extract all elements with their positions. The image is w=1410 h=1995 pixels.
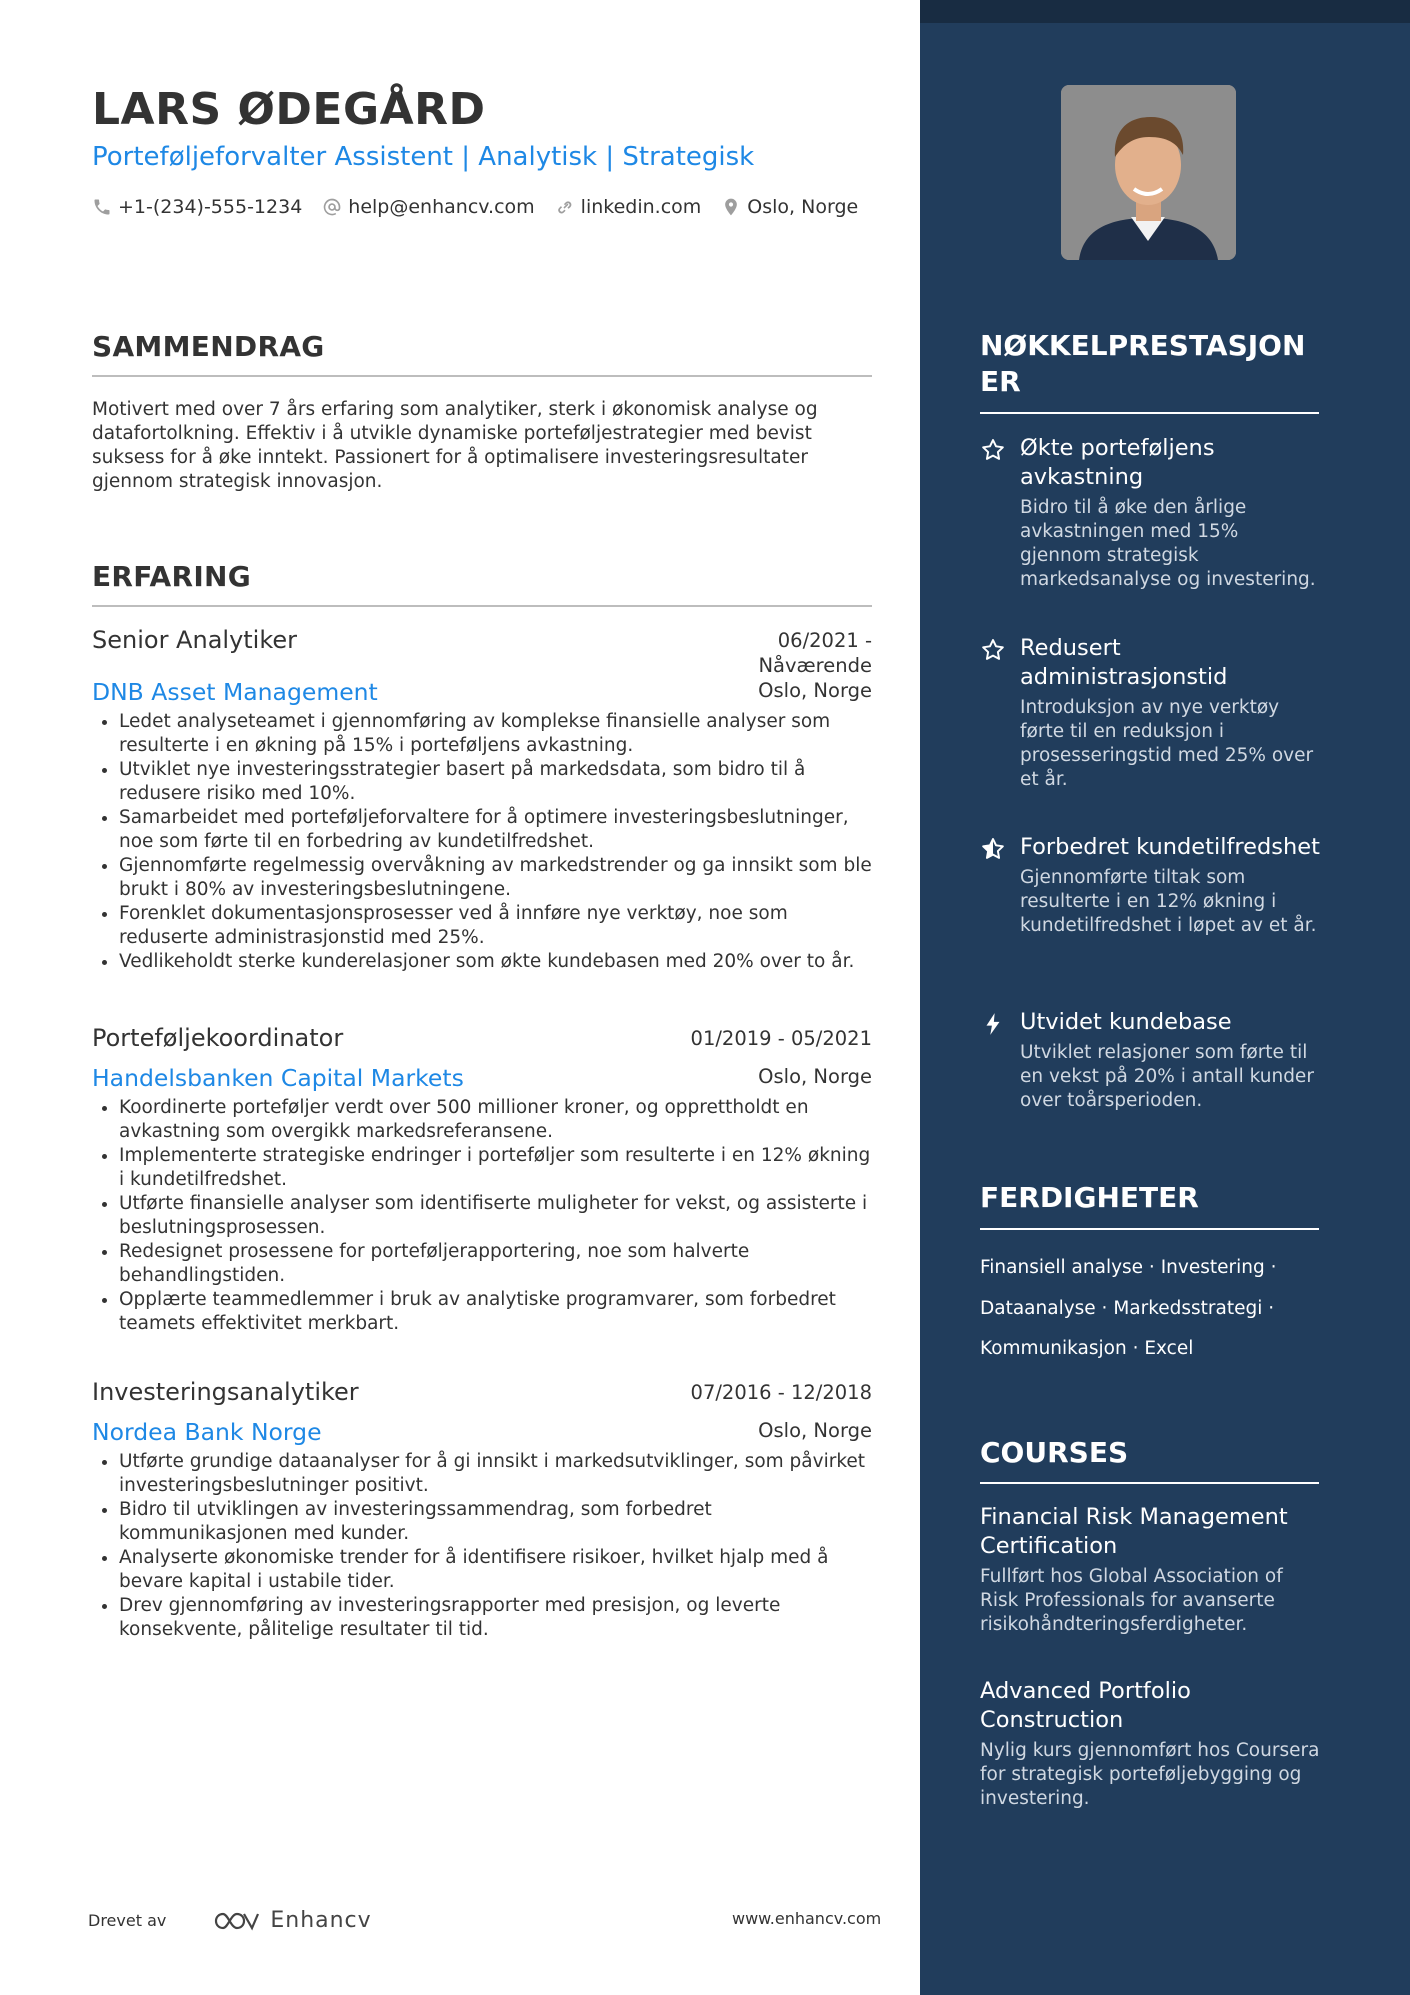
job-entry-3: [92, 1378, 872, 1642]
achievement-description: Utviklet relasjoner som førte til en vekst på 20% i antall kunder over toårsperioden.: [1020, 1042, 1314, 1111]
job-company[interactable]: DNB Asset Management: [92, 678, 378, 706]
powered-by-text: Drevet av: [88, 1911, 167, 1930]
footer-branding: [88, 1908, 372, 1933]
job-bullet: • Utførte finansielle analyser som identifiserte muligheter for vekst, og assisterte i beslutningsprosessen.: [119, 1192, 872, 1240]
sidebar: [920, 0, 1410, 1995]
profile-photo: [1061, 85, 1236, 260]
course-description: Fullført hos Global Association of Risk Professionals for avanserte risikohåndteringsferdigheter.: [980, 1566, 1283, 1635]
job-entry-2: [92, 1024, 872, 1336]
job-dates-end: Nåværende: [758, 654, 872, 677]
job-bullet: • Implementerte strategiske endringer i porteføljer som resulterte i en 12% økning i kundetilfredshet.: [119, 1144, 872, 1192]
candidate-name: LARS ØDEGÅRD: [92, 84, 486, 135]
course-description: Nylig kurs gjennomført hos Coursera for strategisk porteføljebygging og investering.: [980, 1740, 1320, 1809]
job-bullet: • Redesignet prosessene for porteføljerapportering, noe som halverte behandlingstiden.: [119, 1240, 872, 1288]
contact-email[interactable]: [322, 196, 534, 218]
job-bullet: • Bidro til utviklingen av investeringssammendrag, som forbedret kommunikasjonen med kunder.: [119, 1498, 872, 1546]
linkedin-text: linkedin.com: [580, 196, 702, 218]
job-title: Investeringsanalytiker: [92, 1378, 359, 1406]
phone-text: +1-(234)-555-1234: [118, 196, 303, 218]
brand-name: Enhancv: [270, 1908, 372, 1933]
achievement-item-1: [980, 434, 1320, 592]
job-bullets: [92, 1096, 872, 1336]
achievement-description: Bidro til å øke den årlige avkastningen med 15% gjennom strategisk markedsanalyse og investering.: [1020, 497, 1316, 590]
email-text: help@enhancv.com: [348, 196, 535, 218]
skills-line: Kommunikasjon · Excel: [980, 1338, 1194, 1359]
summary-heading: SAMMENDRAG: [92, 330, 325, 363]
summary-text: Motivert med over 7 års erfaring som analytiker, sterk i økonomisk analyse og datafortolkning. Effektiv i å utvikle dynamiske porteføljestrategier med bevist suksess for å øke inntekt. Passionert for å optimalisere investeringsresultater gjennom strategisk innovasjon.: [92, 399, 818, 492]
contact-location: [721, 196, 858, 218]
achievement-title: Forbedret kundetilfredshet: [1020, 834, 1320, 860]
sidebar-top-band: [920, 0, 1410, 23]
course-title: Advanced Portfolio Construction: [980, 1678, 1191, 1733]
star-half-icon: [980, 836, 1006, 862]
at-icon: [322, 197, 342, 217]
job-bullet: • Forenklet dokumentasjonsprosesser ved å innføre nye verktøy, noe som reduserte administrasjonstid med 25%.: [119, 902, 872, 950]
skills-list: [980, 1248, 1320, 1370]
job-bullet: • Drev gjennomføring av investeringsrapporter med presisjon, og leverte konsekvente, pålitelige resultater til tid.: [119, 1594, 872, 1642]
job-bullet: • Gjennomførte regelmessig overvåkning av markedstrender og ga innsikt som ble brukt i 80% av investeringsbeslutningene.: [119, 854, 872, 902]
job-bullet: • Opplærte teammedlemmer i bruk av analytiske programvarer, som forbedret teamets effektivitet merkbart.: [119, 1288, 872, 1336]
star-outline-icon: [980, 437, 1006, 463]
achievement-title: Redusert administrasjonstid: [1020, 635, 1228, 690]
courses-heading: COURSES: [980, 1436, 1129, 1469]
link-icon: [555, 197, 575, 217]
enhancv-logo-icon: [212, 1909, 260, 1933]
job-dates-start: 06/2021 -: [777, 629, 872, 652]
job-bullet: • Samarbeidet med porteføljeforvaltere for å optimere investeringsbeslutninger, noe som førte til en forbedring av kundetilfredshet.: [119, 806, 872, 854]
achievement-item-2: [980, 634, 1320, 792]
phone-icon: [92, 197, 112, 217]
job-location: Oslo, Norge: [758, 1419, 872, 1442]
skills-line: Finansiell analyse · Investering ·: [980, 1257, 1277, 1278]
contact-linkedin[interactable]: [555, 196, 702, 218]
achievements-heading: NØKKELPRESTASJONER: [980, 329, 1306, 398]
achievement-item-4: [980, 1008, 1320, 1113]
brand-logo[interactable]: [212, 1908, 371, 1933]
job-bullet: • Koordinerte porteføljer verdt over 500 millioner kroner, og opprettholdt en avkastning som overgikk markedsreferansene.: [119, 1096, 872, 1144]
job-bullet: • Analyserte økonomiske trender for å identifisere risikoer, hvilket hjalp med å bevare kapital i ustabile tider.: [119, 1546, 872, 1594]
achievements-divider: [980, 412, 1319, 414]
job-company[interactable]: Nordea Bank Norge: [92, 1418, 322, 1446]
job-bullets: [92, 1450, 872, 1642]
location-pin-icon: [721, 197, 741, 217]
star-outline-icon: [980, 637, 1006, 663]
summary-divider: [92, 375, 872, 377]
contact-row: [92, 196, 878, 218]
achievement-description: Introduksjon av nye verktøy førte til en reduksjon i prosesseringstid med 25% over et år.: [1020, 697, 1314, 790]
footer-website[interactable]: www.enhancv.com: [732, 1909, 882, 1928]
job-company[interactable]: Handelsbanken Capital Markets: [92, 1064, 464, 1092]
skills-divider: [980, 1228, 1319, 1230]
job-dates: 01/2019 - 05/2021: [690, 1027, 872, 1050]
job-dates: 07/2016 - 12/2018: [690, 1381, 872, 1404]
course-title: Financial Risk Management Certification: [980, 1504, 1288, 1559]
achievement-description: Gjennomførte tiltak som resulterte i en 12% økning i kundetilfredshet i løpet av et år.: [1020, 867, 1317, 936]
skills-heading: FERDIGHETER: [980, 1181, 1199, 1214]
experience-divider: [92, 605, 872, 607]
courses-divider: [980, 1482, 1319, 1484]
achievement-title: Økte porteføljens avkastning: [1020, 435, 1215, 490]
lightning-icon: [980, 1011, 1006, 1037]
job-dates: [758, 628, 872, 678]
job-location: Oslo, Norge: [758, 679, 872, 702]
job-title: Senior Analytiker: [92, 626, 298, 654]
job-entry-1: [92, 626, 872, 974]
job-bullet: • Utviklet nye investeringsstrategier basert på markedsdata, som bidro til å redusere risiko med 10%.: [119, 758, 872, 806]
job-bullet: • Ledet analyseteamet i gjennomføring av komplekse finansielle analyser som resulterte i en økning på 15% i porteføljens avkastning.: [119, 710, 872, 758]
contact-phone[interactable]: [92, 196, 302, 218]
course-item-2: [980, 1677, 1320, 1811]
achievement-item-3: [980, 833, 1320, 938]
candidate-subtitle: Porteføljeforvalter Assistent | Analytisk | Strategisk: [92, 142, 755, 172]
skills-line: Dataanalyse · Markedsstrategi ·: [980, 1297, 1275, 1319]
achievement-title: Utvidet kundebase: [1020, 1009, 1232, 1035]
job-bullet: • Utførte grundige dataanalyser for å gi innsikt i markedsutviklinger, som påvirket investeringsbeslutninger positivt.: [119, 1450, 872, 1498]
job-bullets: [92, 710, 872, 974]
job-title: Porteføljekoordinator: [92, 1024, 344, 1052]
course-item-1: [980, 1503, 1320, 1637]
job-bullet: • Vedlikeholdt sterke kunderelasjoner som økte kundebasen med 20% over to år.: [119, 950, 872, 974]
avatar-icon: [1061, 85, 1236, 260]
experience-heading: ERFARING: [92, 560, 252, 593]
job-location: Oslo, Norge: [758, 1065, 872, 1088]
location-text: Oslo, Norge: [747, 196, 859, 218]
